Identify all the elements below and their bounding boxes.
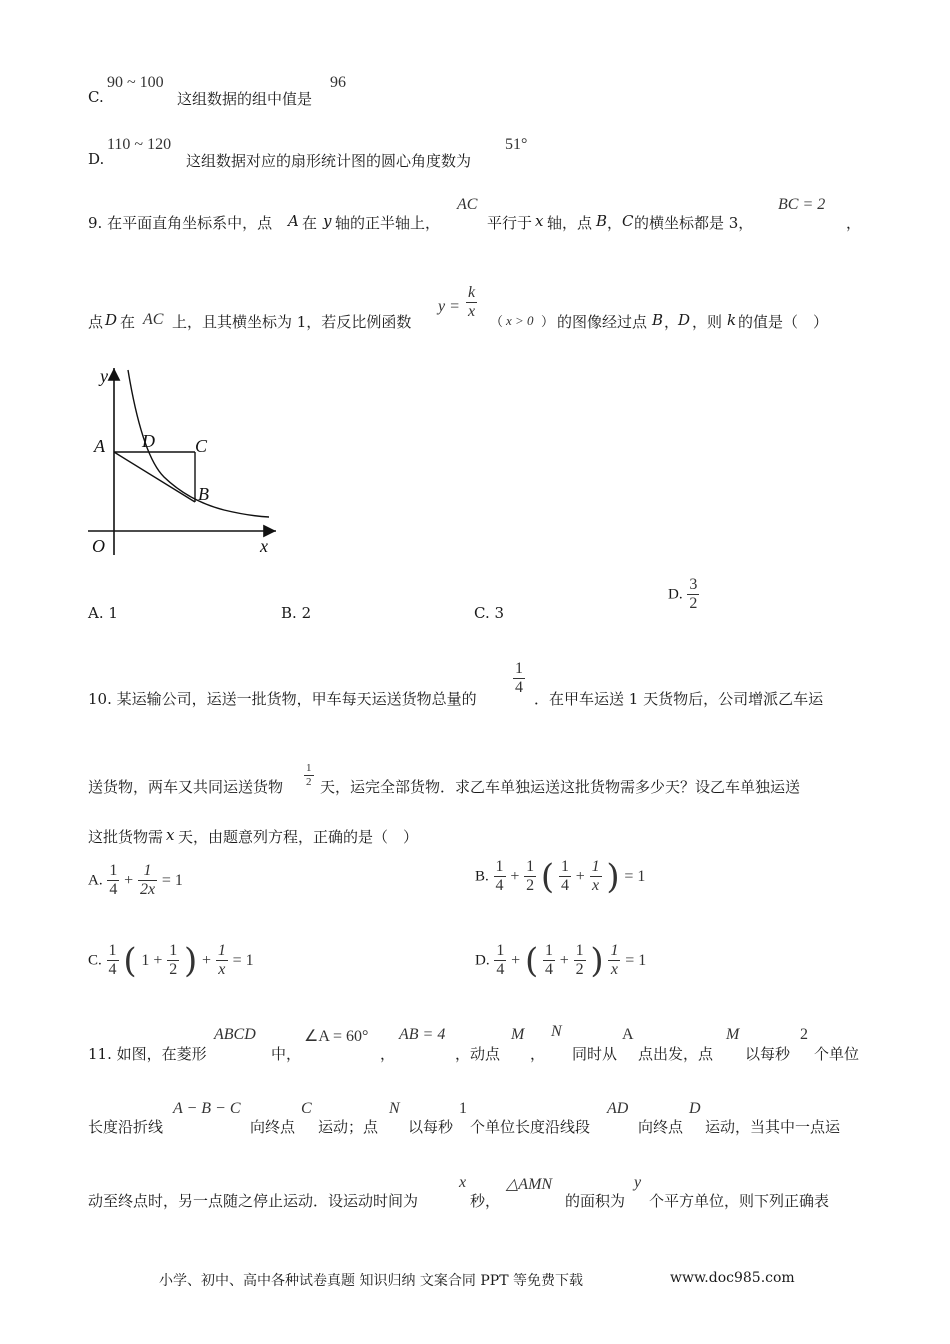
- q10-option-b[interactable]: [475, 858, 645, 896]
- graph-label-d: D: [142, 431, 155, 451]
- left-paren: (: [540, 856, 555, 897]
- q11-text: 运动；点: [318, 1118, 379, 1136]
- q11-text: 同时从: [572, 1045, 618, 1063]
- q9-point-c: C: [622, 212, 634, 230]
- q9-function-x: x: [468, 303, 476, 321]
- fraction-denominator: 2: [526, 877, 535, 895]
- q10-text: 天，运完全部货物．求乙车单独运送这批货物需多少天？设乙车单独运送: [320, 778, 801, 796]
- q9-text: ，: [846, 214, 862, 232]
- fraction-numerator: 1: [590, 858, 602, 877]
- q11-triangle-amn: △AMN: [506, 1176, 553, 1193]
- fraction-denominator: x: [592, 877, 600, 895]
- equals-one: = 1: [624, 867, 646, 885]
- q10-text: ．在甲车运送 1 天货物后，公司增派乙车运: [534, 690, 824, 708]
- q11-ab-length: AB = 4: [399, 1026, 446, 1043]
- fraction-denominator: 4: [560, 877, 569, 895]
- fraction-denominator: x: [218, 961, 226, 979]
- fraction-denominator: x: [610, 961, 618, 979]
- fraction-numerator: 1: [513, 660, 525, 679]
- option-value: 1: [108, 604, 118, 622]
- q11-text: 中，: [271, 1045, 302, 1063]
- fraction-denominator: 4: [545, 961, 554, 979]
- graph-label-a: A: [94, 436, 105, 456]
- q9-condition: x > 0: [506, 313, 534, 328]
- q11-text: 个单位: [814, 1045, 860, 1063]
- fraction-denominator: 4: [108, 961, 117, 979]
- q11-point-a: A: [622, 1026, 634, 1043]
- option-value: 3: [494, 604, 505, 622]
- q9-option-d[interactable]: [668, 576, 699, 614]
- q9-text: 在: [120, 313, 136, 331]
- q9-text: 轴，点: [547, 214, 593, 232]
- plus-sign: +: [510, 867, 520, 885]
- q11-angle-a: ∠A = 60°: [304, 1028, 369, 1045]
- plus-sign: +: [124, 871, 134, 889]
- fraction-denominator: 2: [575, 961, 584, 979]
- graph-label-y: y: [100, 366, 108, 386]
- q9-point-d: D: [105, 311, 118, 329]
- q11-text: 秒，: [470, 1192, 501, 1210]
- left-paren: (: [524, 940, 539, 981]
- q9-text: ，则: [692, 313, 723, 331]
- q10-text: 10. 某运输公司，运送一批货物，甲车每天运送货物总量的: [88, 690, 477, 708]
- q9-option-c[interactable]: [474, 604, 504, 622]
- fraction-denominator: 4: [109, 881, 118, 899]
- q9-point-b: B: [652, 311, 664, 329]
- q9-text: 在: [302, 214, 318, 232]
- plus-sign: +: [511, 951, 521, 969]
- q11-speed-n: 1: [459, 1100, 467, 1117]
- fraction-denominator: 2x: [139, 881, 156, 899]
- q10-variable-x: x: [166, 826, 175, 844]
- q11-text: ，: [380, 1045, 396, 1063]
- q9-graph: [84, 360, 294, 560]
- q8-option-c-value: 96: [330, 74, 346, 91]
- graph-label-x: x: [260, 536, 268, 556]
- left-paren: (: [123, 940, 137, 981]
- q11-text: ，动点: [455, 1045, 501, 1063]
- option-value: 2: [301, 604, 312, 622]
- q8-option-c-label: C.: [88, 88, 104, 106]
- fraction-numerator: 1: [306, 762, 312, 774]
- q9-function-fraction: [466, 284, 477, 322]
- fraction-denominator: 2: [689, 595, 698, 613]
- fraction-denominator: 2: [306, 775, 312, 788]
- option-label: A.: [88, 604, 104, 622]
- q9-text: 9. 在平面直角坐标系中，点: [88, 214, 273, 232]
- fraction-numerator: 1: [494, 858, 506, 877]
- q11-point-m: M: [726, 1026, 740, 1043]
- q11-segment-ad: AD: [607, 1100, 629, 1117]
- q11-text: 个单位长度沿线段: [470, 1118, 591, 1136]
- option-label: C.: [474, 604, 490, 622]
- option-label: D.: [668, 586, 683, 603]
- segment-ab: [114, 452, 195, 502]
- fraction-numerator: 1: [107, 862, 119, 881]
- q8-option-c-text: 这组数据的组中值是: [177, 90, 313, 108]
- q8-option-d-value: 51°: [505, 136, 528, 153]
- q10-fraction-quarter: [513, 660, 525, 698]
- q9-segment-ac: AC: [457, 196, 478, 213]
- fraction-numerator: 1: [107, 942, 119, 961]
- right-paren: ): [590, 940, 604, 981]
- q11-text: 的面积为: [565, 1192, 626, 1210]
- q9-point-b: B: [596, 212, 608, 230]
- q10-text: 天，由题意列方程，正确的是（ ）: [178, 828, 419, 846]
- plus-sign: +: [559, 951, 569, 969]
- fraction-numerator: 1: [138, 862, 157, 881]
- plus-sign: +: [202, 951, 212, 969]
- q11-path: A − B − C: [173, 1100, 241, 1117]
- fraction-numerator: 1: [494, 942, 506, 961]
- q8-option-d-text: 这组数据对应的扇形统计图的圆心角度数为: [186, 152, 472, 170]
- q11-text: 向终点: [250, 1118, 296, 1136]
- q9-option-b[interactable]: [281, 604, 311, 622]
- q11-point-n: N: [389, 1100, 400, 1117]
- fraction-denominator: 2: [169, 961, 178, 979]
- option-label: B.: [475, 868, 489, 885]
- q9-text: 平行于: [487, 214, 533, 232]
- graph-label-o: O: [92, 536, 105, 556]
- equals-one: = 1: [161, 871, 183, 889]
- q11-text: ，: [530, 1045, 546, 1063]
- plus-sign: +: [575, 867, 585, 885]
- option-label: A.: [88, 872, 103, 889]
- fraction-numerator: 3: [687, 576, 699, 595]
- fraction-denominator: 4: [515, 679, 523, 697]
- right-paren: ): [606, 856, 620, 897]
- fraction-numerator: 1: [524, 858, 536, 877]
- q11-text: 长度沿折线: [88, 1118, 164, 1136]
- fraction-numerator: 1: [543, 942, 555, 961]
- q9-text: （: [490, 315, 504, 330]
- equals-one: = 1: [232, 951, 254, 969]
- q9-function-lhs: y =: [438, 298, 460, 315]
- option-label: B.: [281, 604, 297, 622]
- option-label: D.: [475, 952, 490, 969]
- option-fraction: [687, 576, 699, 614]
- q11-variable-x: x: [459, 1174, 467, 1191]
- q11-point-n: N: [551, 1023, 562, 1040]
- q11-text: 向终点: [638, 1118, 684, 1136]
- q11-text: 以每秒: [408, 1118, 454, 1136]
- fraction-numerator: 1: [608, 942, 620, 961]
- q9-text: ）: [541, 315, 555, 330]
- equals-one: = 1: [625, 951, 647, 969]
- q10-option-c[interactable]: [88, 942, 254, 980]
- q11-text: 运动，当其中一点运: [705, 1118, 841, 1136]
- q10-text: 送货物，两车又共同运送货物: [88, 778, 284, 796]
- q11-text: 动至终点时，另一点随之停止运动．设运动时间为: [88, 1192, 419, 1210]
- q9-k: k: [727, 311, 737, 329]
- q10-option-a[interactable]: [88, 862, 183, 900]
- q9-option-a[interactable]: [88, 604, 118, 622]
- q9-bc-equals: BC = 2: [778, 196, 826, 213]
- q9-text: 轴的正半轴上，: [335, 214, 441, 232]
- q11-point-d: D: [689, 1100, 701, 1117]
- q11-text: 点出发，点: [638, 1045, 714, 1063]
- q9-text: 上，且其横坐标为 1，若反比例函数: [172, 313, 412, 331]
- fraction-numerator: 1: [216, 942, 228, 961]
- q9-axis-x: x: [535, 212, 544, 230]
- q10-option-d[interactable]: [475, 942, 646, 980]
- q11-text: 个平方单位，则下列正确表: [649, 1192, 830, 1210]
- q11-speed-m: 2: [800, 1026, 808, 1043]
- q11-point-c: C: [301, 1100, 312, 1117]
- right-paren: ): [183, 940, 198, 981]
- one-plus: 1 +: [141, 951, 163, 969]
- q8-option-c-range: 90 ~ 100: [107, 74, 164, 91]
- footer-text: 小学、初中、高中各种试卷真题 知识归纳 文案合同 PPT 等免费下载: [159, 1273, 583, 1289]
- q11-text: 以每秒: [745, 1045, 791, 1063]
- q8-option-d-label: D.: [88, 150, 105, 168]
- fraction-denominator: 4: [495, 877, 504, 895]
- q9-text: 的值是（ ）: [738, 313, 829, 331]
- q9-function-k: k: [466, 284, 477, 303]
- q8-option-d-range: 110 ~ 120: [107, 136, 172, 153]
- fraction-numerator: 1: [167, 942, 179, 961]
- q10-text: 这批货物需: [88, 828, 164, 846]
- fraction-denominator: 4: [496, 961, 505, 979]
- q11-point-m: M: [511, 1026, 525, 1043]
- footer-url[interactable]: www.doc985.com: [670, 1270, 795, 1286]
- option-label: C.: [88, 952, 102, 969]
- q9-text: 的图像经过点: [557, 313, 648, 331]
- q9-text: 的横坐标都是 3，: [634, 214, 754, 232]
- q11-variable-y: y: [634, 1174, 642, 1191]
- q9-segment-ac: AC: [143, 311, 164, 328]
- q10-fraction-half: [304, 762, 314, 788]
- fraction-numerator: 1: [559, 858, 571, 877]
- q11-rhombus: ABCD: [214, 1026, 256, 1043]
- graph-label-c: C: [195, 436, 208, 456]
- q11-text: 11. 如图，在菱形: [88, 1045, 207, 1063]
- q9-point-a: A: [288, 212, 299, 230]
- fraction-numerator: 1: [574, 942, 586, 961]
- q9-point-d: D: [678, 311, 691, 329]
- q9-axis-y: y: [323, 212, 332, 230]
- q9-text: ，: [607, 214, 623, 232]
- q9-text: 点: [88, 313, 104, 331]
- q9-text: ，: [664, 313, 680, 331]
- graph-label-b: B: [198, 484, 209, 504]
